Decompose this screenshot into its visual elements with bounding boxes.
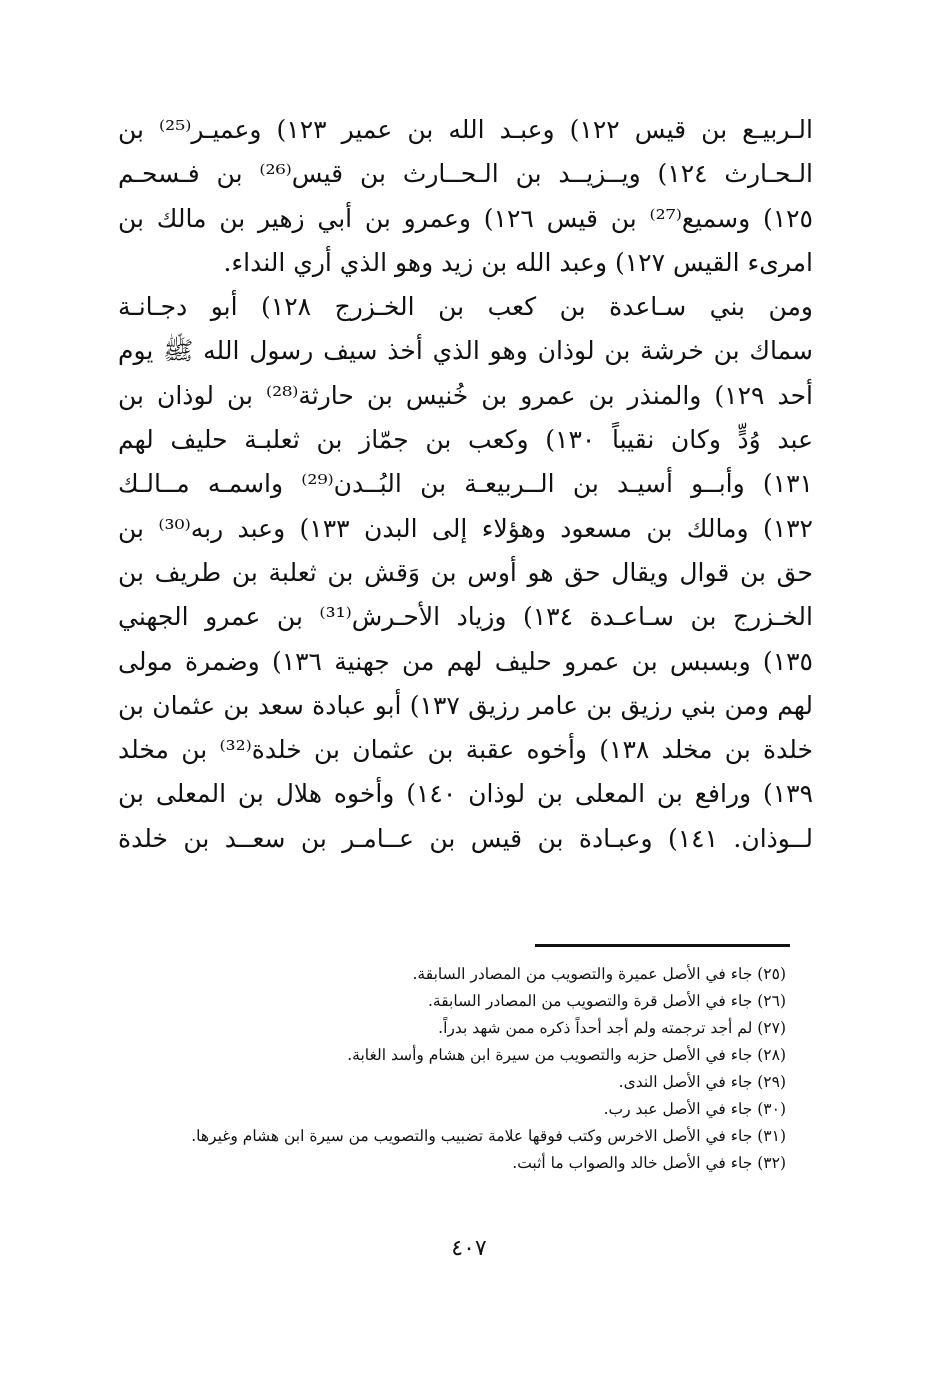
- text-line: ١٣١) وأبــو أسيـد بن الــربيعـة بن البُــدن⁽²⁹⁾ واسمـه مــالـك: [118, 469, 813, 499]
- text-line: لهم ومن بني رزيق بن عامر رزيق ١٣٧) أبو عبادة سعد بن عثمان بن: [118, 690, 813, 720]
- text-line: ١٣٢) ومالك بن مسعود وهؤلاء إلى البدن ١٣٣) وعبد ربه⁽³⁰⁾ بن: [118, 513, 813, 543]
- footnotes-block: [118, 961, 786, 1177]
- text-line: امرىء القيس ١٢٧) وعبد الله بن زيد وهو الذي أري النداء.: [223, 247, 813, 277]
- footnote: (٢٧) لم أجد ترجمته ولم أجد أحداً ذكره ممن شهد بدراً.: [438, 1019, 786, 1037]
- page-number: ٤٠٧: [451, 1236, 487, 1261]
- text-line: خلدة بن مخلد ١٣٨) وأخوه عقبة بن عثمان بن خلدة⁽³²⁾ بن مخلد: [118, 735, 813, 765]
- text-line: حق بن قوال ويقال حق هو أوس بن وَقش بن ثعلبة بن طريف بن: [118, 557, 813, 587]
- footnote: (٢٥) جاء في الأصل عميرة والتصويب من المصادر السابقة.: [412, 965, 786, 983]
- text-line: سماك بن خرشة بن لوذان وهو الذي أخذ سيف رسول الله ﷺ يوم: [118, 336, 813, 366]
- footnote: (٢٩) جاء في الأصل الندى.: [618, 1073, 786, 1091]
- footnote: (٢٨) جاء في الأصل حزبه والتصويب من سيرة ابن هشام وأسد الغابة.: [347, 1046, 786, 1064]
- footnote: (٣٠) جاء في الأصل عبد رب.: [603, 1100, 786, 1118]
- text-line: عبد وُدٍّ وكان نقيباً ١٣٠) وكعب بن جمّاز بن ثعلبـة حليف لهم: [118, 425, 813, 455]
- footnote: (٢٦) جاء في الأصل قرة والتصويب من المصادر السابقة.: [427, 992, 786, 1010]
- text-line: ١٣٩) ورافع بن المعلى بن لوذان ١٤٠) وأخوه هلال بن المعلى بن: [118, 779, 813, 809]
- text-line: ومن بني سـاعدة بن كعب بن الخـزرج ١٢٨) أبو دجـانـة: [118, 292, 813, 322]
- text-line: أحد ١٢٩) والمنذر بن عمرو بن خُنيس بن حارثة⁽²⁸⁾ بن لوذان بن: [118, 380, 813, 410]
- text-line: الـحـارث ١٢٤) ويــزيــد بن الـحــارث بن قيس⁽²⁶⁾ بن فـسحـم: [118, 159, 813, 189]
- main-text-block: [118, 108, 813, 861]
- text-line: الخـزرج بن سـاعـدة ١٣٤) وزياد الأحـرش⁽³¹⁾ بن عمرو الجهني: [118, 602, 813, 632]
- footnote: (٣٢) جاء في الأصل خالد والصواب ما أثبت.: [512, 1154, 786, 1172]
- footnote: (٣١) جاء في الأصل الاخرس وكتب فوقها علامة تضبيب والتصويب من سيرة ابن هشام وغيرها.: [191, 1127, 786, 1145]
- footnote-separator-rule: [535, 944, 790, 947]
- text-line: لــوذان. ١٤١) وعبـادة بن قيس بن عــامـر بن سعــد بن خلدة: [118, 823, 813, 853]
- text-line: ١٢٥) وسميع⁽²⁷⁾ بن قيس ١٢٦) وعمرو بن أبي زهير بن مالك بن: [118, 203, 813, 233]
- text-line: الـربيـع بن قيس ١٢٢) وعبـد الله بن عمير ١٢٣) وعميـر⁽²⁵⁾ بن: [118, 115, 813, 144]
- text-line: ١٣٥) وبسبس بن عمرو حليف لهم من جهنية ١٣٦) وضمرة مولى: [118, 646, 813, 676]
